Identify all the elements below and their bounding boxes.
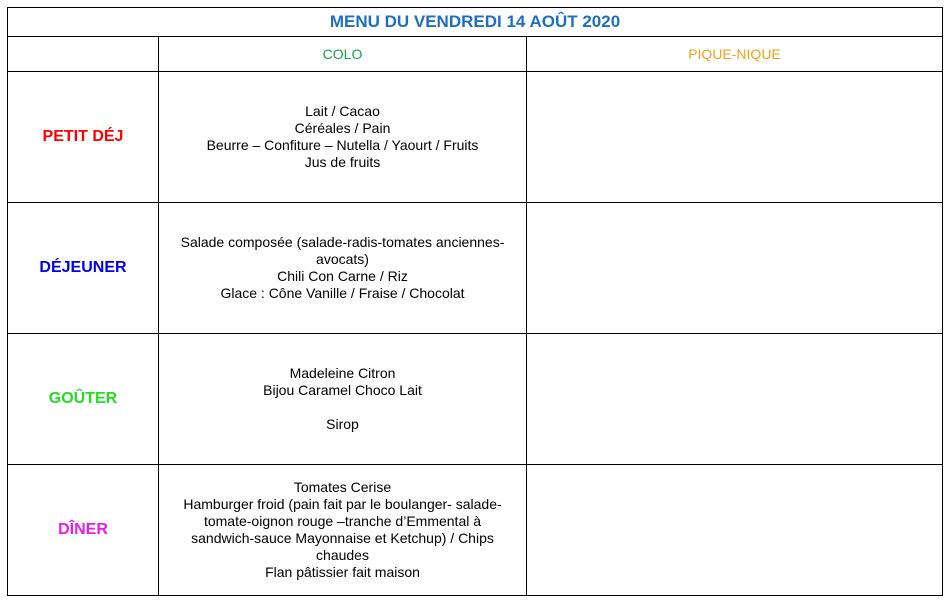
colo-content-petit-dej — [159, 103, 526, 171]
header-empty-cell — [8, 37, 159, 72]
pique-nique-cell-petit-dej — [527, 72, 943, 203]
meal-label-dejeuner: DÉJEUNER — [8, 203, 159, 334]
meal-label-gouter: GOÛTER — [8, 334, 159, 465]
menu-line: Chili Con Carne / Riz — [277, 268, 408, 284]
menu-table — [7, 7, 943, 596]
row-petit-dej — [8, 72, 943, 203]
menu-line: Céréales / Pain — [294, 120, 391, 136]
colo-cell-gouter — [159, 334, 527, 465]
menu-line: Salade composée (salade-radis-tomates anciennes- — [180, 234, 505, 250]
menu-line: Bijou Caramel Choco Lait — [263, 382, 422, 398]
colo-cell-dejeuner — [159, 203, 527, 334]
menu-line: Sirop — [326, 416, 359, 432]
colo-content-gouter — [159, 365, 526, 433]
colo-content-dejeuner — [159, 234, 526, 302]
column-header-pique-nique: PIQUE-NIQUE — [527, 37, 943, 72]
colo-cell-diner — [159, 465, 527, 596]
meal-label-diner: DÎNER — [8, 465, 159, 596]
colo-content-diner — [159, 479, 526, 581]
row-dejeuner — [8, 203, 943, 334]
menu-line: chaudes — [316, 547, 369, 563]
menu-line: Lait / Cacao — [305, 103, 380, 119]
menu-line: Hamburger froid (pain fait par le boulanger- salade- — [183, 496, 502, 512]
row-gouter — [8, 334, 943, 465]
pique-nique-cell-diner — [527, 465, 943, 596]
column-header-colo: COLO — [159, 37, 527, 72]
pique-nique-cell-gouter — [527, 334, 943, 465]
menu-line: sandwich-sauce Mayonnaise et Ketchup) / Chips — [191, 530, 494, 546]
colo-cell-petit-dej — [159, 72, 527, 203]
title-row — [8, 8, 943, 37]
menu-line: Beurre – Confiture – Nutella / Yaourt / Fruits — [206, 137, 479, 153]
menu-line — [169, 399, 516, 416]
menu-line: avocats) — [316, 251, 369, 267]
menu-line: tomate-oignon rouge –tranche d’Emmental à — [203, 513, 482, 529]
menu-line: Tomates Cerise — [293, 479, 392, 495]
pique-nique-cell-dejeuner — [527, 203, 943, 334]
row-diner — [8, 465, 943, 596]
menu-line: Madeleine Citron — [289, 365, 396, 381]
menu-line: Jus de fruits — [304, 154, 381, 170]
column-header-row — [8, 37, 943, 72]
menu-line: Glace : Cône Vanille / Fraise / Chocolat — [220, 285, 465, 301]
menu-line: Flan pâtissier fait maison — [265, 564, 420, 580]
meal-label-petit-dej: PETIT DÉJ — [8, 72, 159, 203]
menu-title: MENU DU VENDREDI 14 AOÛT 2020 — [8, 8, 943, 37]
